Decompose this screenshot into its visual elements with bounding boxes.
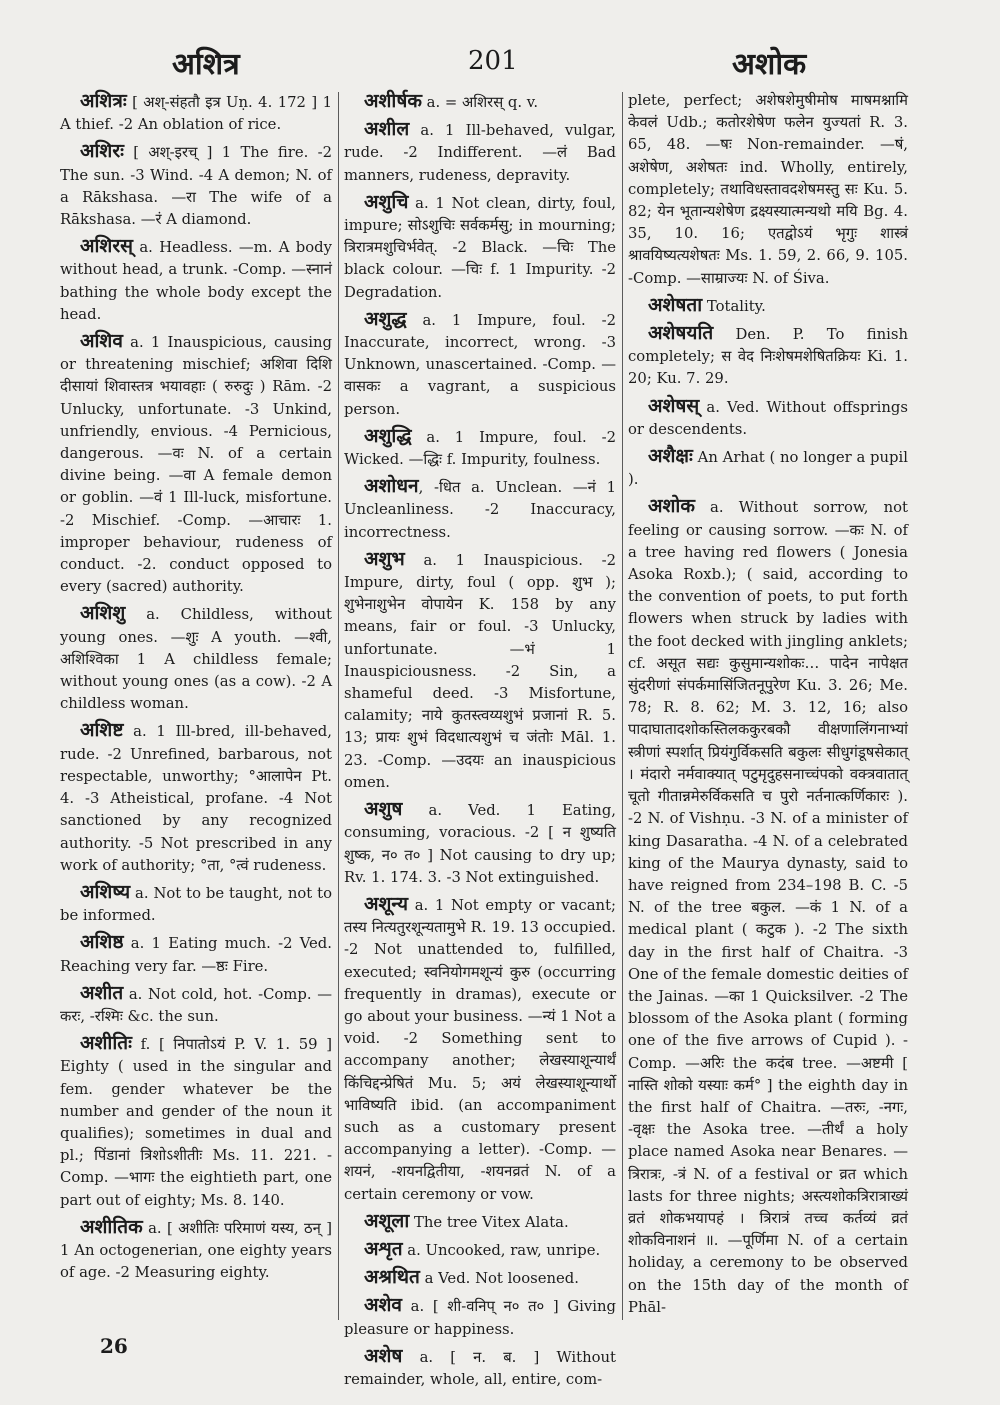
dictionary-entry	[60, 1032, 332, 1212]
entry-definition: The tree Vitex Alata.	[409, 1213, 569, 1231]
dictionary-entry	[344, 548, 616, 794]
entry-definition: a. 1 Inauspicious. -2 Impure, dirty, foul ( opp. शुभ ); शुभेनाशुभेन वोपायेन K. 158 by any means, fair or foul. -3 Unlucky, unfortunate. —भं 1 Inauspiciousness. -2 Sin, a shameful deed. -3 Misfortune, calamity; नाये कुतस्त्वय्यशुभं प्रजानां R. 5. 13; प्रायः शुभं विदधात्यशुभं च जंतोः Māl. 1. 23. -Comp. —उदयः an inauspicious omen.	[344, 551, 616, 791]
dictionary-entry	[628, 322, 908, 391]
entry-definition: a. [ अशीतिः परिमाणं यस्य, ठन् ] 1 An octogenerian, one eighty years of age. -2 Measuring eighty.	[60, 1219, 332, 1282]
page-number: 201	[468, 46, 518, 76]
dictionary-entry	[344, 425, 616, 471]
entry-definition: [ अश्-इरच् ] 1 The fire. -2 The sun. -3 Wind. -4 A demon; N. of a Rākshasa. —रा The wife of a Rākshasa. —रं A diamond.	[60, 144, 332, 229]
dictionary-entry	[60, 140, 332, 231]
entry-headword: अशुद्ध	[364, 307, 407, 330]
dictionary-entry	[60, 881, 332, 927]
entry-definition: a. 1 Ill-behaved, vulgar, rude. -2 Indifferent. —लं Bad manners, rudeness, depravity.	[344, 122, 616, 184]
entry-headword: अशुचि	[364, 190, 409, 213]
dictionary-entry	[344, 1294, 616, 1340]
dictionary-entry	[344, 475, 616, 544]
entry-headword: अशेव	[364, 1294, 403, 1317]
entry-definition: a. = अशिरस् q. v.	[421, 94, 539, 111]
entry-definition: [ अश्-संहतौ इत्र Uṇ. 4. 172 ] 1 A thief. -2 An oblation of rice.	[60, 94, 332, 134]
entry-headword: अश्रथित	[364, 1266, 420, 1289]
dictionary-entry	[628, 395, 908, 441]
dictionary-entry	[344, 1266, 616, 1290]
page-header	[60, 38, 940, 88]
entry-headword: अशिष्ट	[80, 719, 124, 742]
entry-definition: , -धित a. Unclean. —नं 1 Uncleanliness. -2 Inaccuracy, incorrectness.	[344, 479, 616, 541]
entry-headword: अशीतिक	[80, 1215, 143, 1238]
entry-headword: अशेष	[364, 1344, 403, 1367]
dictionary-entry	[60, 931, 332, 977]
entry-definition: a. Headless. —m. A body without head, a trunk. -Comp. —स्नानं bathing the whole body except the head.	[60, 239, 332, 323]
entry-headword: अशिष्य	[80, 880, 131, 903]
dictionary-entry	[344, 798, 616, 889]
entry-headword: अशुभ	[364, 547, 405, 570]
entry-definition: a. 1 Eating much. -2 Ved. Reaching very far. —ष्ठः Fire.	[60, 935, 332, 975]
entry-headword: अशिरः	[80, 140, 124, 163]
dictionary-entry	[344, 90, 616, 114]
dictionary-entry	[60, 1216, 332, 1285]
dictionary-entry	[628, 445, 908, 491]
dictionary-entry	[628, 495, 908, 1319]
signature-mark: 26	[100, 1334, 128, 1358]
entry-headword: अशीतिः	[80, 1032, 132, 1055]
entry-definition: a. [ शी-वनिप् न० त० ] Giving pleasure or happiness.	[344, 1298, 616, 1338]
entry-headword: अशीर्षक	[364, 90, 422, 112]
dictionary-entry	[344, 1238, 616, 1262]
entry-definition: a. Uncooked, raw, unripe.	[402, 1241, 601, 1259]
entry-headword: अशोधन	[364, 475, 419, 498]
dictionary-entry	[60, 90, 332, 136]
right-guide-word: अशोक	[732, 47, 807, 82]
entry-headword: अशेषस्	[648, 394, 700, 417]
column-3	[628, 90, 908, 1330]
dictionary-entry	[344, 118, 616, 187]
dictionary-entry	[60, 602, 332, 715]
entry-headword: अशुद्धि	[364, 424, 412, 447]
entry-headword: अशील	[364, 118, 410, 141]
entry-headword: अशेषयति	[648, 322, 714, 345]
entry-definition: a. Ved. 1 Eating, consuming, voracious. -2 [ न शुष्यति शुष्क, न० त० ] Not causing to dry up; Rv. 1. 174. 3. -3 Not extinguished.	[344, 802, 616, 886]
column-2	[344, 90, 616, 1388]
entry-definition: a Ved. Not loosened.	[419, 1270, 579, 1288]
entry-headword: अशृत	[364, 1237, 403, 1260]
dictionary-entry	[344, 1345, 616, 1391]
dictionary-entry	[628, 294, 908, 318]
dictionary-entry	[344, 191, 616, 304]
entry-definition: a. 1 Impure, foul. -2 Inaccurate, incorrect, wrong. -3 Unknown, unascertained. -Comp. —वासकः a vagrant, a suspicious person.	[344, 311, 616, 418]
left-guide-word: अशित्र	[172, 47, 240, 82]
entry-definition: a. Not cold, hot. -Comp. —करः, -रश्मिः &c. the sun.	[60, 985, 332, 1025]
entry-definition: Den. P. To finish completely; स वेद निःशेषमशेषितक्रियः Ki. 1. 20; Ku. 7. 29.	[628, 326, 908, 388]
entry-definition: f. [ निपातोऽयं P. V. 1. 59 ] Eighty ( used in the singular and fem. gender whatever be the number and gender of the noun it qualifies); sometimes in dual and pl.; पिंडानां त्रिशोऽशीतीः Ms. 11. 221. -Comp. —भागः the eightieth part, one part out of eighty; Ms. 8. 140.	[60, 1036, 332, 1209]
entry-definition: a. 1 Impure, foul. -2 Wicked. —द्धिः f. Impurity, foulness.	[344, 428, 616, 469]
dictionary-entry	[60, 235, 332, 326]
dictionary-entry	[60, 982, 332, 1028]
entry-headword: अशेषता	[648, 293, 703, 316]
entry-definition: plete, perfect; अशेषशेमुषीमोष माषमश्नामि केवलं Udb.; कतोरशेषेण फलेन युज्यतां R. 3. 65, 48. —षः Non-remainder. —षं, अशेषेण, अशेषतः ind. Wholly, entirely, completely; तथाविधस्तावदशेषमस्तु सः Ku. 5. 82; येन भूतान्यशेषेण द्रक्ष्यस्यात्मन्यथो मयि Bg. 4. 35, 10. 16; एतद्वोऽयं भृगुः शास्त्रं श्रावयिष्यत्यशेषतः Ms. 1. 59, 2. 66, 9. 105. -Comp. —साम्राज्यः N. of Śiva.	[628, 92, 908, 287]
column-divider	[338, 92, 339, 1320]
entry-definition: a. Childless, without young ones. —शुः A youth. —श्वी, अशिश्विका 1 A childless female; without young ones (as a cow). -2 A childless woman.	[60, 606, 332, 713]
entry-definition: Totality.	[702, 297, 766, 315]
entry-definition: a. [ न. ब. ] Without remainder, whole, all, entire, com-	[344, 1348, 616, 1388]
entry-headword: अशैक्षः	[648, 445, 693, 468]
dictionary-entry	[344, 1210, 616, 1234]
entry-headword: अशिशु	[80, 602, 126, 625]
entry-headword: अशीत	[80, 981, 124, 1004]
entry-definition: a. Not to be taught, not to be informed.	[60, 884, 332, 925]
entry-definition: a. 1 Ill-bred, ill-behaved, rude. -2 Unrefined, barbarous, not respectable, unworthy; °आलापेन Pt. 4. -3 Atheistical, profane. -4 Not sanctioned by any recognized authority. -5 Not prescribed in any work of authority; °ता, °त्वं rudeness.	[60, 723, 332, 874]
entry-headword: अशुष	[364, 798, 403, 821]
entry-definition: a. 1 Inauspicious, causing or threatening mischief; अशिवा दिशि दीसायां शिवास्तत्र भयावहाः ( रुरुदुः ) Rām. -2 Unlucky, unfortunate. -3 Unkind, unfriendly, envious. -4 Pernicious, dangerous. —वः N. of a certain divine being. —वा A female demon or goblin. —वं 1 Ill-luck, misfortune. -2 Mischief. -Comp. —आचारः 1. improper behaviour, rudeness of conduct. -2. conduct opposed to every (sacred) authority.	[60, 334, 332, 596]
entry-headword: अशूला	[364, 1209, 410, 1232]
entry-headword: अशिरस्	[80, 235, 133, 258]
dictionary-entry	[628, 90, 908, 290]
dictionary-entry	[344, 308, 616, 421]
entry-definition: a. Without sorrow, not feeling or causing sorrow. —कः N. of a tree having red flowers ( Jonesia Asoka Roxb.); ( said, according to the convention of poets, to put forth flowers when struck by ladies with the foot decked with jingling anklets; cf. असूत सद्यः कुसुमान्यशोकः… पादेन नापेक्षत सुंदरीणां संपर्कमासिंजितनूपुरेण Ku. 3. 26; Me. 78; R. 8. 62; M. 3. 12, 16; also पादाघातादशोकस्तिलककुरबकौ वीक्षणालिंगनाभ्यां स्त्रीणां स्पर्शात् प्रियंगुर्विकसति बकुलः सीधुगंडूषसेकात् । मंदारो नर्मवाक्यात् पटुमृदुहसनाच्चंपको वक्त्रवातात् चूतो गीतान्नमेरुर्विकसति च पुरो नर्तनात्कर्णिकारः ). -2 N. of Vishṇu. -3 N. of a minister of king Dasaratha. -4 N. of a celebrated king of the Maurya dynasty, said to have reigned from 234–198 B. C. -5 N. of the tree बकुल. —कं 1 N. of a medical plant ( कटुक ). -2 The sixth day in the first half of Chaitra. -3 One of the female domestic deities of the Jainas. —का 1 Quicksilver. -2 The blossom of the Asoka plant ( forming one of the five arrows of Cupid ). -Comp. —अरिः the कदंब tree. —अष्टमी [ नास्ति शोको यस्याः कर्म° ] the eighth day in the first half of Chaitra. —तरुः, -नगः, -वृक्षः the Asoka tree. —तीर्थं a holy place named Asoka near Benares. —त्रिरात्रः, -त्रं N. of a festival or व्रत which lasts for three nights; अस्त्यशोकत्रिरात्राख्यं व्रतं शोकभयापहं । त्रिरात्रं तच्च कर्तव्यं व्रतं शोकविनाशनं ॥. —पूर्णिमा N. of a certain holiday, a ceremony to be observed on the 15th day of the month of Phāl-	[628, 499, 908, 1316]
entry-headword: अशोक	[648, 495, 695, 518]
dictionary-entry	[344, 893, 616, 1206]
entry-definition: a. 1 Not clean, dirty, foul, impure; सोऽशुचिः सर्वकर्मसु; in mourning; त्रिरात्रमशुचिर्भवेत्. -2 Black. —चिः The black colour. —चिः f. 1 Impurity. -2 Degradation.	[344, 194, 616, 301]
entry-definition: a. Ved. Without offsprings or descendents.	[628, 398, 908, 438]
dictionary-entry	[60, 330, 332, 598]
entry-definition: An Arhat ( no longer a pupil ).	[628, 449, 908, 489]
entry-headword: अशिव	[80, 330, 123, 353]
entry-headword: अशित्रः	[80, 90, 127, 112]
entry-definition: a. 1 Not empty or vacant; तस्य नित्यतुरशून्यतामुभे R. 19. 13 occupied. -2 Not unattended to, fulfilled, executed; स्वनियोगमशून्यं कुरु (occurring frequently in dramas), execute or go about your business. —न्यं 1 Not a void. -2 Something sent to accompany another; लेखस्याशून्यार्थं किंचिद्दन्प्रेषितं Mu. 5; अयं लेखस्याशून्यार्थो भाविष्यति ibid. (an accompaniment such as a customary present accompanying a letter). -Comp. —शयनं, -शयनद्वितीया, -शयनव्रतं N. of a certain ceremony or vow.	[344, 896, 616, 1203]
column-divider	[622, 92, 623, 1320]
entry-headword: अशिष्ठ	[80, 931, 124, 954]
dictionary-entry	[60, 719, 332, 876]
entry-headword: अशून्य	[364, 892, 409, 915]
column-1	[60, 90, 332, 1330]
